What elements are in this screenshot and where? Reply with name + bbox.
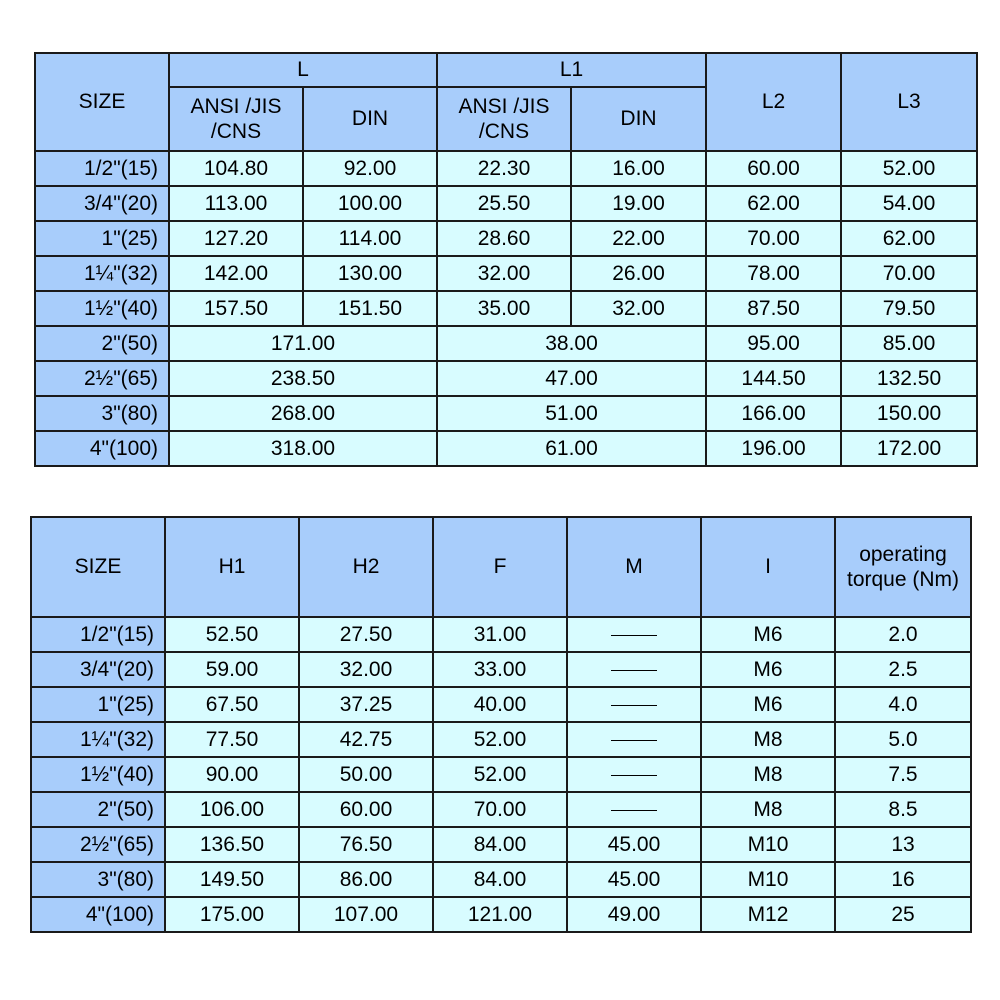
H1-cell: 59.00 xyxy=(165,652,299,687)
L1-ansi-cell: 28.60 xyxy=(437,221,571,256)
I-cell: M8 xyxy=(701,757,835,792)
L2-cell: 166.00 xyxy=(706,396,841,431)
header-L1-din: DIN xyxy=(571,87,706,151)
L-din-cell: 92.00 xyxy=(303,151,437,186)
dash-placeholder xyxy=(611,740,657,741)
table2-body xyxy=(31,617,971,932)
L1-cell: 51.00 xyxy=(437,396,706,431)
H2-cell: 32.00 xyxy=(299,652,433,687)
H2-cell: 76.50 xyxy=(299,827,433,862)
L-ansi-cell: 104.80 xyxy=(169,151,303,186)
header-F: F xyxy=(433,517,567,617)
L3-cell: 54.00 xyxy=(841,186,977,221)
L-ansi-cell: 127.20 xyxy=(169,221,303,256)
L3-cell: 132.50 xyxy=(841,361,977,396)
size-cell: 4"(100) xyxy=(31,897,165,932)
header-L1: L1 xyxy=(437,53,706,87)
I-cell: M6 xyxy=(701,652,835,687)
size-cell: 1/2"(15) xyxy=(31,617,165,652)
header-M: M xyxy=(567,517,701,617)
L1-din-cell: 22.00 xyxy=(571,221,706,256)
H1-cell: 136.50 xyxy=(165,827,299,862)
table-row xyxy=(31,897,971,932)
size-cell: 3/4"(20) xyxy=(35,186,169,221)
H2-cell: 27.50 xyxy=(299,617,433,652)
header-L-ansi: ANSI /JIS /CNS xyxy=(169,87,303,151)
H2-cell: 60.00 xyxy=(299,792,433,827)
table-row xyxy=(31,652,971,687)
I-cell: M10 xyxy=(701,827,835,862)
header-L3: L3 xyxy=(841,53,977,151)
table-row xyxy=(35,256,977,291)
L2-cell: 144.50 xyxy=(706,361,841,396)
size-cell: 3/4"(20) xyxy=(31,652,165,687)
dimensions-table-L xyxy=(34,52,978,467)
L3-cell: 79.50 xyxy=(841,291,977,326)
F-cell: 121.00 xyxy=(433,897,567,932)
M-cell xyxy=(567,757,701,792)
size-cell: 2½"(65) xyxy=(35,361,169,396)
H1-cell: 52.50 xyxy=(165,617,299,652)
torque-cell: 7.5 xyxy=(835,757,971,792)
dash-placeholder xyxy=(611,670,657,671)
F-cell: 70.00 xyxy=(433,792,567,827)
L-ansi-cell: 142.00 xyxy=(169,256,303,291)
header-size: SIZE xyxy=(31,517,165,617)
L1-ansi-cell: 22.30 xyxy=(437,151,571,186)
size-cell: 2½"(65) xyxy=(31,827,165,862)
I-cell: M10 xyxy=(701,862,835,897)
table-row xyxy=(35,396,977,431)
torque-cell: 4.0 xyxy=(835,687,971,722)
size-cell: 1½"(40) xyxy=(31,757,165,792)
size-cell: 2"(50) xyxy=(31,792,165,827)
L2-cell: 62.00 xyxy=(706,186,841,221)
L-din-cell: 114.00 xyxy=(303,221,437,256)
H2-cell: 37.25 xyxy=(299,687,433,722)
H1-cell: 67.50 xyxy=(165,687,299,722)
L3-cell: 172.00 xyxy=(841,431,977,466)
L-din-cell: 130.00 xyxy=(303,256,437,291)
L1-ansi-cell: 32.00 xyxy=(437,256,571,291)
dash-placeholder xyxy=(611,810,657,811)
size-cell: 4"(100) xyxy=(35,431,169,466)
L2-cell: 196.00 xyxy=(706,431,841,466)
L2-cell: 70.00 xyxy=(706,221,841,256)
table-row xyxy=(31,722,971,757)
header-L1-ansi: ANSI /JIS /CNS xyxy=(437,87,571,151)
H2-cell: 107.00 xyxy=(299,897,433,932)
size-cell: 1¼"(32) xyxy=(35,256,169,291)
torque-cell: 25 xyxy=(835,897,971,932)
header-I: I xyxy=(701,517,835,617)
L1-din-cell: 32.00 xyxy=(571,291,706,326)
header-L-din: DIN xyxy=(303,87,437,151)
M-cell: 49.00 xyxy=(567,897,701,932)
I-cell: M6 xyxy=(701,617,835,652)
dimensions-table-H xyxy=(30,516,972,933)
L1-ansi-cell: 25.50 xyxy=(437,186,571,221)
torque-cell: 16 xyxy=(835,862,971,897)
L3-cell: 70.00 xyxy=(841,256,977,291)
L3-cell: 62.00 xyxy=(841,221,977,256)
L2-cell: 78.00 xyxy=(706,256,841,291)
header-size: SIZE xyxy=(35,53,169,151)
M-cell xyxy=(567,687,701,722)
M-cell: 45.00 xyxy=(567,862,701,897)
L1-ansi-cell: 35.00 xyxy=(437,291,571,326)
torque-cell: 2.5 xyxy=(835,652,971,687)
table-row xyxy=(35,151,977,186)
M-cell xyxy=(567,652,701,687)
table-row xyxy=(31,617,971,652)
size-cell: 3"(80) xyxy=(35,396,169,431)
L1-cell: 61.00 xyxy=(437,431,706,466)
header-H1: H1 xyxy=(165,517,299,617)
I-cell: M8 xyxy=(701,792,835,827)
L-din-cell: 100.00 xyxy=(303,186,437,221)
H2-cell: 42.75 xyxy=(299,722,433,757)
L2-cell: 60.00 xyxy=(706,151,841,186)
table-row xyxy=(35,361,977,396)
header-H2: H2 xyxy=(299,517,433,617)
L-cell: 318.00 xyxy=(169,431,437,466)
size-cell: 1/2"(15) xyxy=(35,151,169,186)
L1-din-cell: 26.00 xyxy=(571,256,706,291)
F-cell: 31.00 xyxy=(433,617,567,652)
dash-placeholder xyxy=(611,705,657,706)
size-cell: 2"(50) xyxy=(35,326,169,361)
table-row xyxy=(31,757,971,792)
L2-cell: 95.00 xyxy=(706,326,841,361)
torque-cell: 5.0 xyxy=(835,722,971,757)
L-cell: 268.00 xyxy=(169,396,437,431)
header-torque: operating torque (Nm) xyxy=(835,517,971,617)
torque-cell: 8.5 xyxy=(835,792,971,827)
F-cell: 52.00 xyxy=(433,722,567,757)
F-cell: 52.00 xyxy=(433,757,567,792)
H1-cell: 175.00 xyxy=(165,897,299,932)
torque-cell: 13 xyxy=(835,827,971,862)
dash-placeholder xyxy=(611,635,657,636)
header-L: L xyxy=(169,53,437,87)
torque-cell: 2.0 xyxy=(835,617,971,652)
L1-cell: 38.00 xyxy=(437,326,706,361)
table-row xyxy=(35,326,977,361)
L3-cell: 85.00 xyxy=(841,326,977,361)
M-cell xyxy=(567,792,701,827)
M-cell xyxy=(567,617,701,652)
L-cell: 238.50 xyxy=(169,361,437,396)
L-ansi-cell: 113.00 xyxy=(169,186,303,221)
header-L2: L2 xyxy=(706,53,841,151)
F-cell: 40.00 xyxy=(433,687,567,722)
H1-cell: 149.50 xyxy=(165,862,299,897)
table-row xyxy=(35,431,977,466)
table-row xyxy=(35,221,977,256)
L1-cell: 47.00 xyxy=(437,361,706,396)
L1-din-cell: 16.00 xyxy=(571,151,706,186)
H1-cell: 90.00 xyxy=(165,757,299,792)
L3-cell: 52.00 xyxy=(841,151,977,186)
M-cell xyxy=(567,722,701,757)
table-row xyxy=(31,827,971,862)
H2-cell: 86.00 xyxy=(299,862,433,897)
size-cell: 1¼"(32) xyxy=(31,722,165,757)
table-row xyxy=(31,687,971,722)
size-cell: 1"(25) xyxy=(31,687,165,722)
I-cell: M6 xyxy=(701,687,835,722)
I-cell: M12 xyxy=(701,897,835,932)
size-cell: 1½"(40) xyxy=(35,291,169,326)
L-ansi-cell: 157.50 xyxy=(169,291,303,326)
table-row xyxy=(35,186,977,221)
table-row xyxy=(31,792,971,827)
H1-cell: 106.00 xyxy=(165,792,299,827)
L-cell: 171.00 xyxy=(169,326,437,361)
F-cell: 84.00 xyxy=(433,862,567,897)
table-row xyxy=(31,862,971,897)
size-cell: 3"(80) xyxy=(31,862,165,897)
dash-placeholder xyxy=(611,775,657,776)
I-cell: M8 xyxy=(701,722,835,757)
H1-cell: 77.50 xyxy=(165,722,299,757)
L-din-cell: 151.50 xyxy=(303,291,437,326)
L3-cell: 150.00 xyxy=(841,396,977,431)
table1-body xyxy=(35,151,977,466)
M-cell: 45.00 xyxy=(567,827,701,862)
size-cell: 1"(25) xyxy=(35,221,169,256)
L1-din-cell: 19.00 xyxy=(571,186,706,221)
H2-cell: 50.00 xyxy=(299,757,433,792)
table-row xyxy=(35,291,977,326)
F-cell: 84.00 xyxy=(433,827,567,862)
L2-cell: 87.50 xyxy=(706,291,841,326)
F-cell: 33.00 xyxy=(433,652,567,687)
